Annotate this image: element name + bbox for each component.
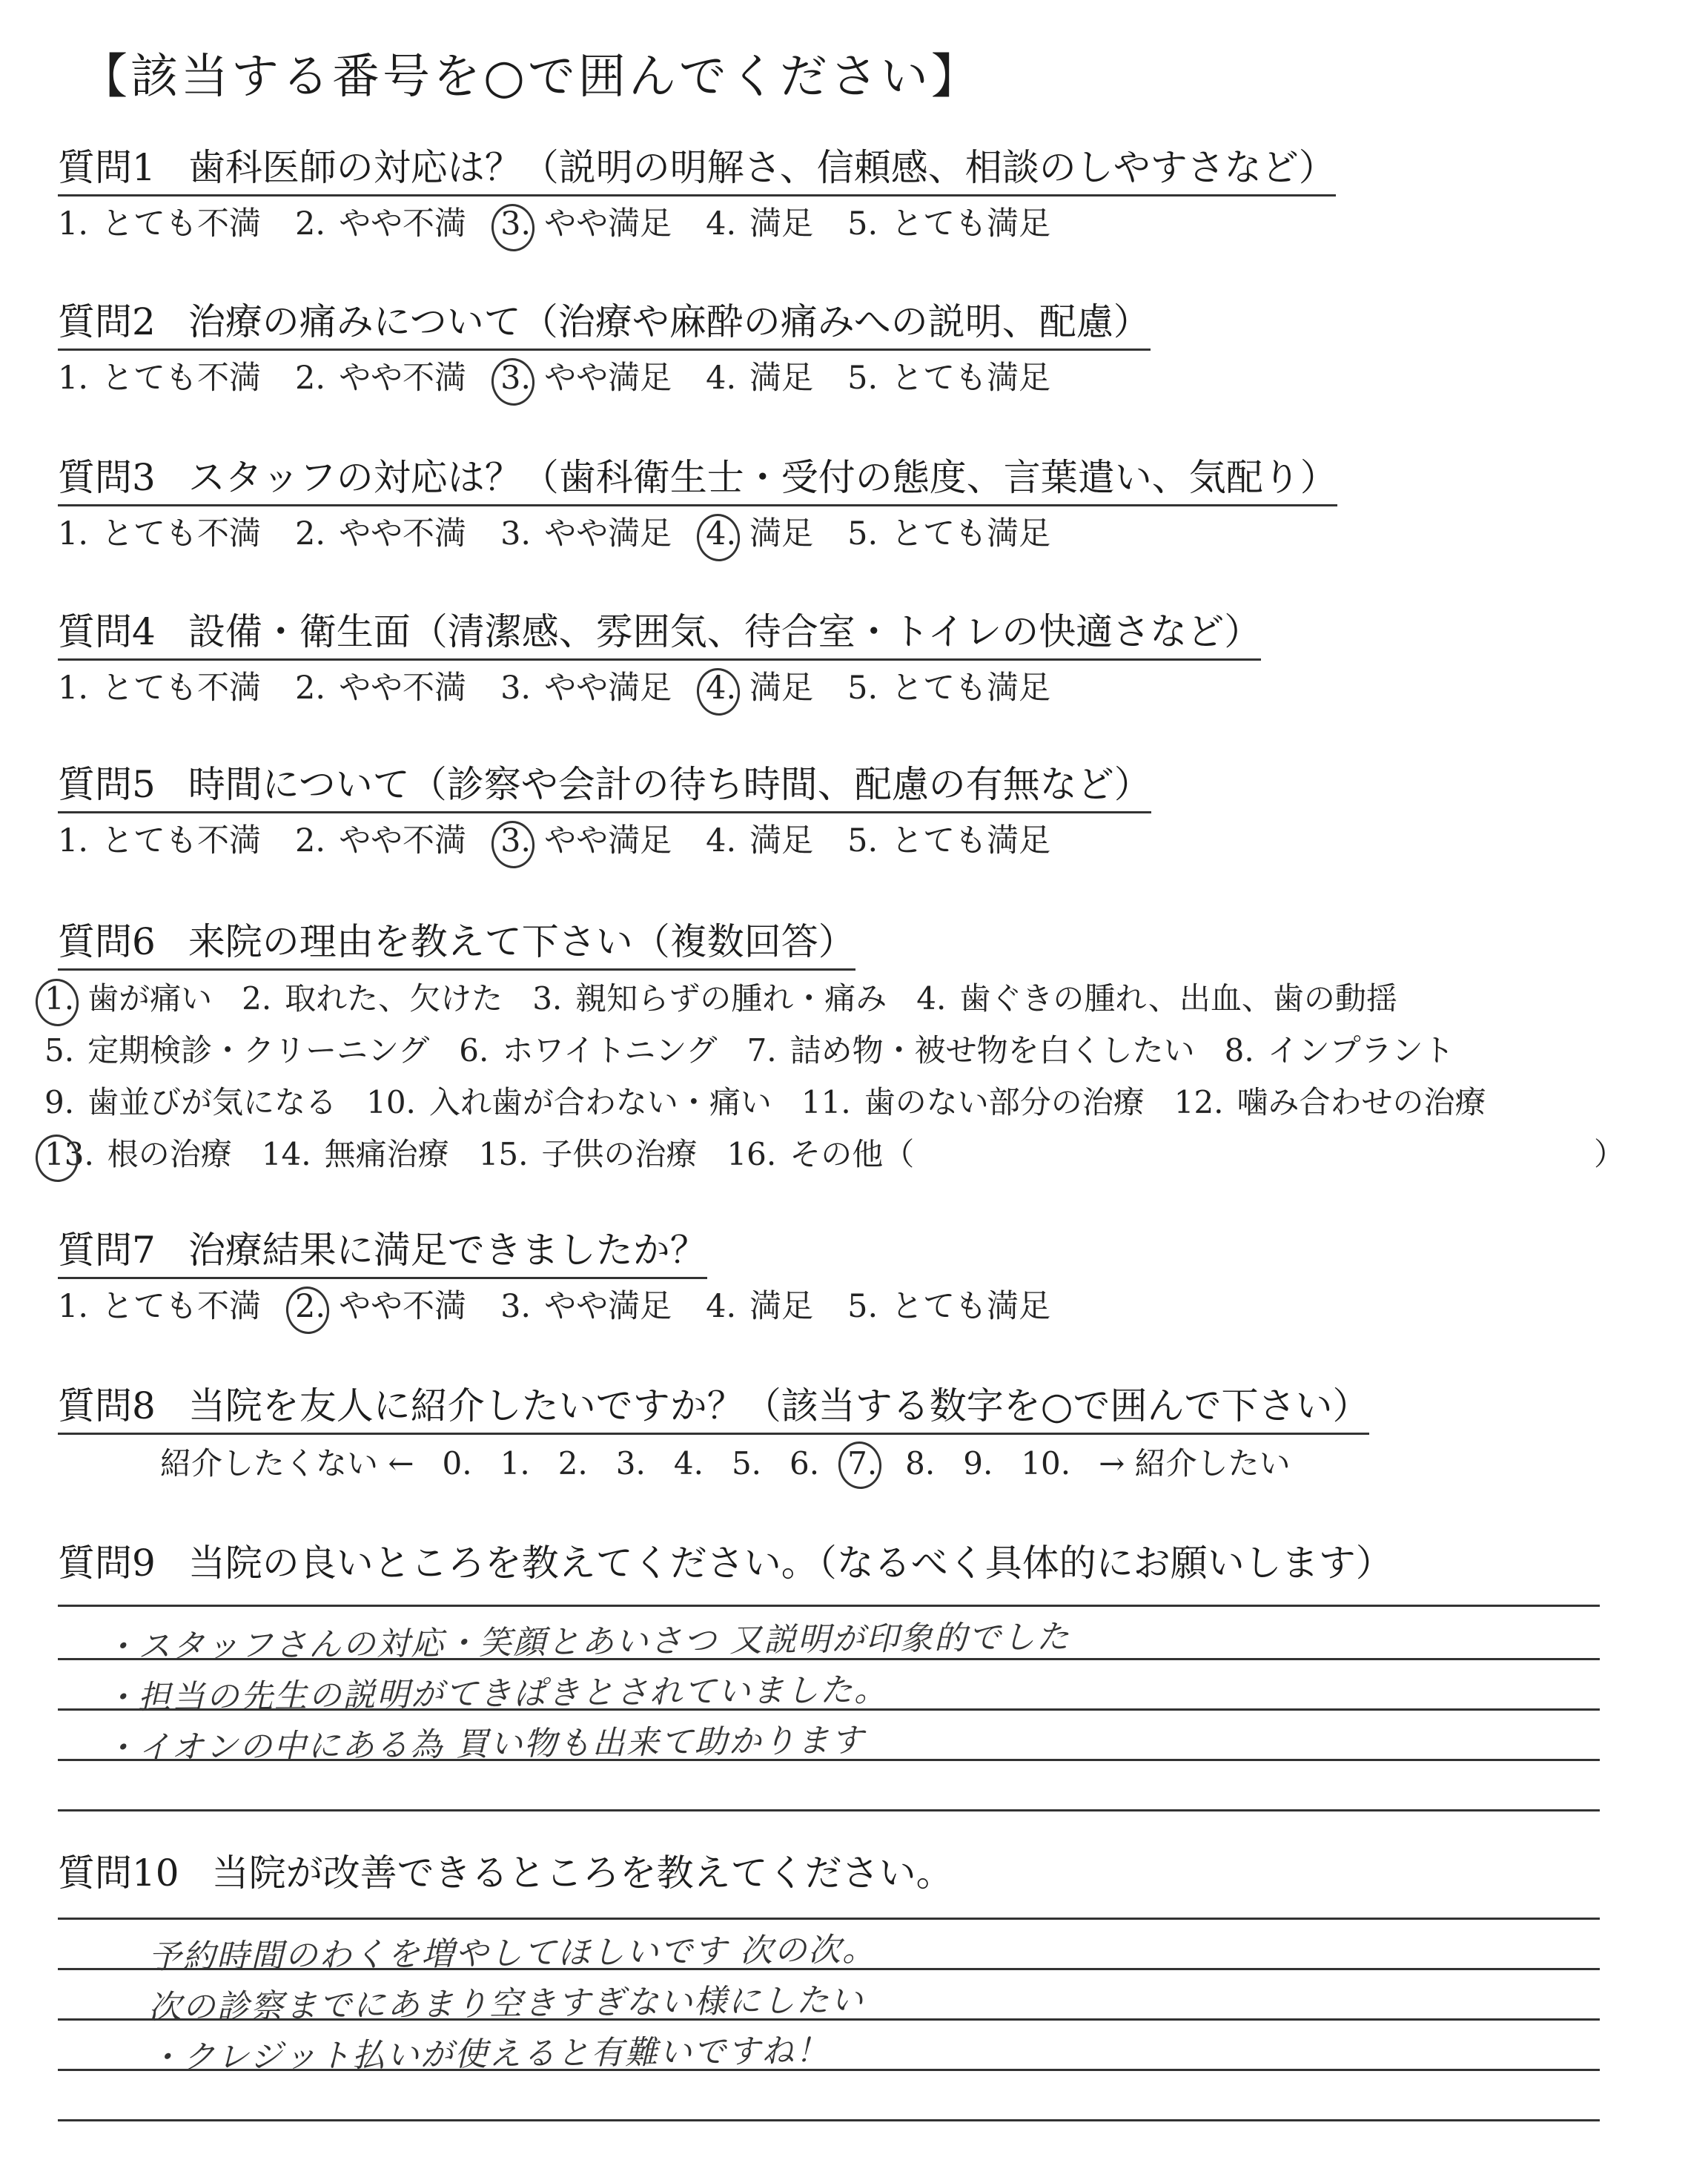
answer-line <box>58 2119 1600 2121</box>
question-number: 質問1 <box>58 146 156 189</box>
question-7-heading <box>58 1226 707 1279</box>
question-number: 質問9 <box>58 1542 156 1585</box>
question-8-heading <box>58 1382 1369 1435</box>
option[interactable]: 2. やや不満 <box>295 515 467 552</box>
option[interactable]: 14. 無痛治療 <box>261 1136 449 1172</box>
scale-2[interactable]: 2. <box>557 1445 588 1482</box>
question-text: 当院を友人に紹介したいですか？（該当する数字を○で囲んで下さい） <box>188 1384 1370 1427</box>
option[interactable]: 4. 歯ぐきの腫れ、出血、歯の動揺 <box>916 980 1397 1017</box>
option[interactable]: 1. とても不満 <box>58 1288 262 1325</box>
answer-line <box>58 1809 1600 1811</box>
option[interactable]: 6. ホワイトニング <box>459 1032 718 1069</box>
option-selected[interactable]: 2. やや不満 <box>295 1288 467 1325</box>
option[interactable]: 5. とても満足 <box>847 205 1051 242</box>
option[interactable]: 4. 満足 <box>706 1288 814 1325</box>
option[interactable]: 1. とても不満 <box>58 360 262 397</box>
scale-right-label: → 紹介したい <box>1099 1445 1291 1482</box>
question-number: 質問7 <box>58 1229 156 1272</box>
question-text: 治療結果に満足できましたか？ <box>188 1229 707 1272</box>
scale-9[interactable]: 9. <box>963 1445 993 1482</box>
question-10-heading <box>58 1849 953 1900</box>
scale-0[interactable]: 0. <box>442 1445 472 1482</box>
option[interactable]: 2. やや不満 <box>295 205 467 242</box>
question-2-options <box>58 357 1085 399</box>
option[interactable]: 3. 親知らずの腫れ・痛み <box>532 980 887 1017</box>
scale-3[interactable]: 3. <box>615 1445 646 1482</box>
question-text: 来院の理由を教えて下さい（複数回答） <box>188 920 855 963</box>
option[interactable]: 12. 噛み合わせの治療 <box>1174 1084 1486 1120</box>
scale-6[interactable]: 6. <box>790 1445 820 1482</box>
question-text: スタッフの対応は？（歯科衛生士・受付の態度、言葉遣い、気配り） <box>188 456 1337 499</box>
question-number: 質問4 <box>58 610 156 653</box>
question-number: 質問10 <box>58 1852 179 1895</box>
scale-7-selected[interactable]: 7. <box>847 1443 877 1484</box>
option[interactable]: 4. 満足 <box>706 360 814 397</box>
question-text: 歯科医師の対応は？（説明の明解さ、信頼感、相談のしやすさなど） <box>188 146 1336 189</box>
reason-row <box>44 1077 1516 1129</box>
option[interactable]: 2. やや不満 <box>295 670 467 707</box>
option[interactable]: 2. 取れた、欠けた <box>242 980 503 1017</box>
question-6-heading <box>58 918 855 971</box>
question-text: 当院が改善できるところを教えてください。 <box>211 1852 953 1895</box>
other-close-paren: ） <box>1594 1136 1626 1172</box>
option-selected[interactable]: 13. 根の治療 <box>44 1136 232 1172</box>
option[interactable]: 1. とても不満 <box>58 205 262 242</box>
option[interactable]: 3. やや満足 <box>500 515 672 552</box>
question-2-heading <box>58 298 1151 351</box>
option[interactable]: 5. とても満足 <box>847 822 1051 859</box>
question-3-heading <box>58 454 1337 506</box>
answer-line <box>58 1918 1600 1920</box>
option[interactable]: 9. 歯並びが気になる <box>44 1084 337 1120</box>
option[interactable]: 5. 定期検診・クリーニング <box>44 1032 430 1069</box>
option-selected[interactable]: 3. やや満足 <box>500 205 672 242</box>
handwritten-answer: ・スタッフさんの対応・笑顔とあいさつ 又説明が印象的でした <box>103 1618 1071 1666</box>
question-9-heading <box>58 1539 1393 1590</box>
question-6-options <box>44 973 1516 1180</box>
question-4-heading <box>58 608 1261 661</box>
question-5-heading <box>58 761 1151 813</box>
option[interactable]: 5. とても満足 <box>847 670 1051 707</box>
option[interactable]: 2. やや不満 <box>295 360 467 397</box>
reason-row <box>44 973 1516 1025</box>
option-selected[interactable]: 3. やや満足 <box>500 360 672 397</box>
option[interactable]: 10. 入れ歯が合わない・痛い <box>366 1084 772 1120</box>
scale-1[interactable]: 1. <box>500 1445 530 1482</box>
reason-row <box>44 1025 1516 1077</box>
option[interactable]: 15. 子供の治療 <box>478 1136 698 1172</box>
question-4-options <box>58 667 1085 709</box>
option[interactable]: 8. インプラント <box>1224 1032 1454 1069</box>
option[interactable]: 5. とても満足 <box>847 360 1051 397</box>
handwritten-answer: ・イオンの中にある為 買い物も出来て助かります <box>103 1721 865 1768</box>
reason-row <box>44 1129 1516 1180</box>
option[interactable]: 3. やや満足 <box>500 670 672 707</box>
option-selected[interactable]: 1. 歯が痛い <box>44 980 213 1017</box>
option-selected[interactable]: 4. 満足 <box>706 515 814 552</box>
option[interactable]: 3. やや満足 <box>500 1288 672 1325</box>
handwritten-answer: ・クレジット払いが使えると有難いですね！ <box>148 2032 830 2077</box>
question-text: 時間について（診察や会計の待ち時間、配慮の有無など） <box>188 763 1151 806</box>
option[interactable]: 11. 歯のない部分の治療 <box>801 1084 1145 1120</box>
handwritten-answer: 予約時間のわくを増やしてほしいです 次の次。 <box>148 1930 877 1977</box>
scale-left-label: 紹介したくない ← <box>160 1445 414 1482</box>
page-title: 【該当する番号を○で囲んでください】 <box>80 50 982 105</box>
option[interactable]: 4. 満足 <box>706 822 814 859</box>
question-1-heading <box>58 144 1336 196</box>
option[interactable]: 7. 詰め物・被せ物を白くしたい <box>747 1032 1195 1069</box>
question-3-options <box>58 513 1085 555</box>
answer-line <box>58 1605 1600 1607</box>
question-number: 質問2 <box>58 300 156 343</box>
handwritten-answer: 次の診察までにあまり空きすぎない様にしたい <box>148 1981 865 2027</box>
question-number: 質問8 <box>58 1384 156 1427</box>
question-number: 質問5 <box>58 763 156 806</box>
question-5-options <box>58 820 1085 862</box>
question-1-options <box>58 203 1085 245</box>
question-number: 質問3 <box>58 456 156 499</box>
option[interactable]: 5. とても満足 <box>847 1288 1051 1325</box>
option-other[interactable]: 16. その他（ <box>726 1136 915 1172</box>
option[interactable]: 1. とても不満 <box>58 515 262 552</box>
question-text: 当院の良いところを教えてください。（なるべく具体的にお願いします） <box>188 1542 1393 1585</box>
question-7-options <box>58 1286 1085 1327</box>
scale-5[interactable]: 5. <box>731 1445 762 1482</box>
option[interactable]: 5. とても満足 <box>847 515 1051 552</box>
handwritten-answer: ・担当の先生の説明がてきぱきとされていました。 <box>103 1671 889 1717</box>
scale-4[interactable]: 4. <box>673 1445 704 1482</box>
scale-10[interactable]: 10. <box>1021 1445 1071 1482</box>
option-selected[interactable]: 4. 満足 <box>706 670 814 707</box>
scale-8[interactable]: 8. <box>905 1445 936 1482</box>
question-text: 設備・衛生面（清潔感、雰囲気、待合室・トイレの快適さなど） <box>188 610 1262 653</box>
option[interactable]: 1. とても不満 <box>58 670 262 707</box>
option-selected[interactable]: 3. やや満足 <box>500 822 672 859</box>
option[interactable]: 1. とても不満 <box>58 822 262 859</box>
option[interactable]: 2. やや不満 <box>295 822 467 859</box>
option[interactable]: 4. 満足 <box>706 205 814 242</box>
recommend-scale <box>160 1443 1319 1484</box>
question-number: 質問6 <box>58 920 156 963</box>
question-text: 治療の痛みについて（治療や麻酔の痛みへの説明、配慮） <box>188 300 1151 343</box>
